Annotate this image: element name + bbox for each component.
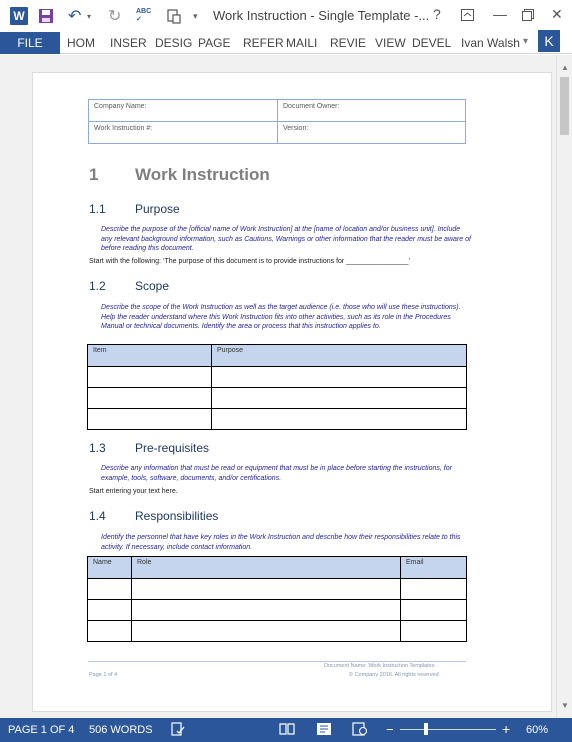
- zoom-level[interactable]: 60%: [526, 724, 549, 736]
- scope-guidance: Describe the scope of the Work Instruction as well as the target audience (i.e. those who will use these instructions). Help the reader understand where this Work Instruction fits into other activities, such as its role in the Procedures Manual or technical documents. Identify the area or process that this instruction applies to.: [101, 304, 461, 330]
- close-button[interactable]: ✕: [551, 6, 563, 22]
- help-button[interactable]: ?: [433, 6, 441, 22]
- footer-page-number: Page 1 of 4: [89, 672, 118, 678]
- undo-dropdown-icon[interactable]: ▾: [87, 11, 92, 21]
- purpose-body: Start with the following: ‘The purpose of this document is to provide instructions for ________________’: [89, 258, 411, 265]
- heading-prerequisites-number: 1.3: [89, 441, 106, 455]
- footer-document-name: Document Name: Work Instruction Templates: [324, 663, 435, 669]
- table-cell[interactable]: [88, 579, 132, 600]
- table-cell[interactable]: [132, 621, 401, 642]
- responsibilities-table: [87, 556, 467, 642]
- table-cell[interactable]: [401, 579, 467, 600]
- tab-design[interactable]: DESIG: [155, 36, 193, 50]
- table-cell[interactable]: [88, 388, 212, 409]
- save-icon[interactable]: [38, 7, 54, 25]
- prerequisites-body: Start entering your text here.: [89, 488, 178, 495]
- table-cell[interactable]: [212, 409, 467, 430]
- header-info-table: [88, 99, 466, 144]
- table-header-purpose: Purpose: [212, 345, 467, 367]
- zoom-slider-thumb[interactable]: [424, 723, 428, 735]
- heading-responsibilities: Responsibilities: [135, 509, 219, 523]
- heading-1-number: 1: [89, 165, 99, 184]
- tab-file[interactable]: FILE: [0, 32, 60, 54]
- tab-insert[interactable]: INSER: [110, 36, 147, 50]
- proofing-icon[interactable]: [171, 722, 185, 739]
- company-name-cell[interactable]: Company Name:: [89, 100, 278, 122]
- heading-scope-number: 1.2: [89, 279, 106, 293]
- user-dropdown-icon[interactable]: ▾: [523, 36, 529, 47]
- redo-icon[interactable]: ↻: [108, 8, 122, 25]
- table-cell[interactable]: [212, 388, 467, 409]
- tab-developer[interactable]: DEVEL: [412, 36, 452, 50]
- table-header-item: Item: [88, 345, 212, 367]
- table-cell[interactable]: [132, 579, 401, 600]
- table-cell[interactable]: [401, 621, 467, 642]
- scope-table: [87, 344, 467, 430]
- work-instruction-number-cell[interactable]: Work Instruction #:: [89, 122, 278, 144]
- customize-toolbar-icon[interactable]: ▾: [193, 10, 198, 21]
- word-app-icon[interactable]: W: [10, 7, 28, 25]
- tab-references[interactable]: REFER: [243, 36, 284, 50]
- table-header-email: Email: [401, 557, 467, 579]
- zoom-in-button[interactable]: +: [502, 721, 511, 737]
- tab-view[interactable]: VIEW: [375, 36, 406, 50]
- heading-purpose-number: 1.1: [89, 202, 106, 216]
- table-cell[interactable]: [401, 600, 467, 621]
- print-layout-icon[interactable]: [316, 722, 332, 739]
- responsibilities-guidance: Identify the personnel that have key roles in the Work Instruction and describe how their responsibilities relate to this activity. If necessary, include contact information.: [101, 534, 461, 551]
- tab-mailings[interactable]: MAILI: [286, 36, 318, 50]
- table-header-name: Name: [88, 557, 132, 579]
- user-name[interactable]: Ivan Walsh: [461, 36, 520, 50]
- ribbon-display-options-icon[interactable]: [461, 8, 474, 24]
- document-owner-cell[interactable]: Document Owner:: [278, 100, 466, 122]
- table-header-role: Role: [132, 557, 401, 579]
- scroll-down-icon[interactable]: ▼: [561, 701, 569, 710]
- ribbon-tabs: [0, 32, 572, 54]
- table-cell[interactable]: [88, 621, 132, 642]
- status-bar: [0, 718, 572, 742]
- table-cell[interactable]: [88, 409, 212, 430]
- scroll-thumb[interactable]: [560, 77, 569, 135]
- table-cell[interactable]: [132, 600, 401, 621]
- zoom-out-button[interactable]: −: [386, 722, 394, 737]
- heading-prerequisites: Pre-requisites: [135, 441, 210, 455]
- table-cell[interactable]: [88, 600, 132, 621]
- minimize-button[interactable]: —: [493, 6, 507, 22]
- version-cell[interactable]: Version:: [278, 122, 466, 144]
- heading-1-title: Work Instruction: [135, 165, 270, 184]
- heading-scope: Scope: [135, 279, 170, 293]
- zoom-slider[interactable]: [400, 729, 496, 730]
- web-layout-icon[interactable]: [352, 722, 368, 739]
- table-cell[interactable]: [212, 367, 467, 388]
- prerequisites-guidance: Describe any information that must be read or equipment that must be in place before starting the instructions, for example, tools, software, documents, and/or certifications.: [101, 465, 452, 482]
- avatar[interactable]: K: [538, 30, 560, 52]
- restore-button[interactable]: [522, 8, 534, 24]
- spelling-check-icon[interactable]: ABC ✓: [136, 8, 152, 23]
- scroll-up-icon[interactable]: ▲: [561, 63, 569, 72]
- read-mode-icon[interactable]: [279, 722, 295, 739]
- tab-page-layout[interactable]: PAGE: [198, 36, 231, 50]
- format-painter-icon[interactable]: [166, 7, 182, 25]
- word-count-status[interactable]: 506 WORDS: [89, 724, 153, 736]
- table-cell[interactable]: [88, 367, 212, 388]
- title-bar: [0, 0, 572, 32]
- undo-icon[interactable]: ↶: [68, 8, 82, 25]
- window-title: Work Instruction - Single Template -...: [213, 8, 430, 23]
- heading-responsibilities-number: 1.4: [89, 509, 106, 523]
- footer-copyright: © Company 2016. All rights reserved: [349, 672, 439, 678]
- heading-purpose: Purpose: [135, 202, 180, 216]
- vertical-scrollbar[interactable]: [556, 55, 572, 718]
- tab-review[interactable]: REVIE: [330, 36, 367, 50]
- footer-divider: [88, 661, 466, 662]
- tab-home[interactable]: HOM: [67, 36, 95, 50]
- purpose-guidance: Describe the purpose of the [official name of Work Instruction] at the [name of location and/or business unit]. Include any relevant background information, such as Cautions, Warnings or other information that the reader must be aware of before reading this document.: [101, 226, 471, 252]
- page-count-status[interactable]: PAGE 1 OF 4: [8, 724, 75, 736]
